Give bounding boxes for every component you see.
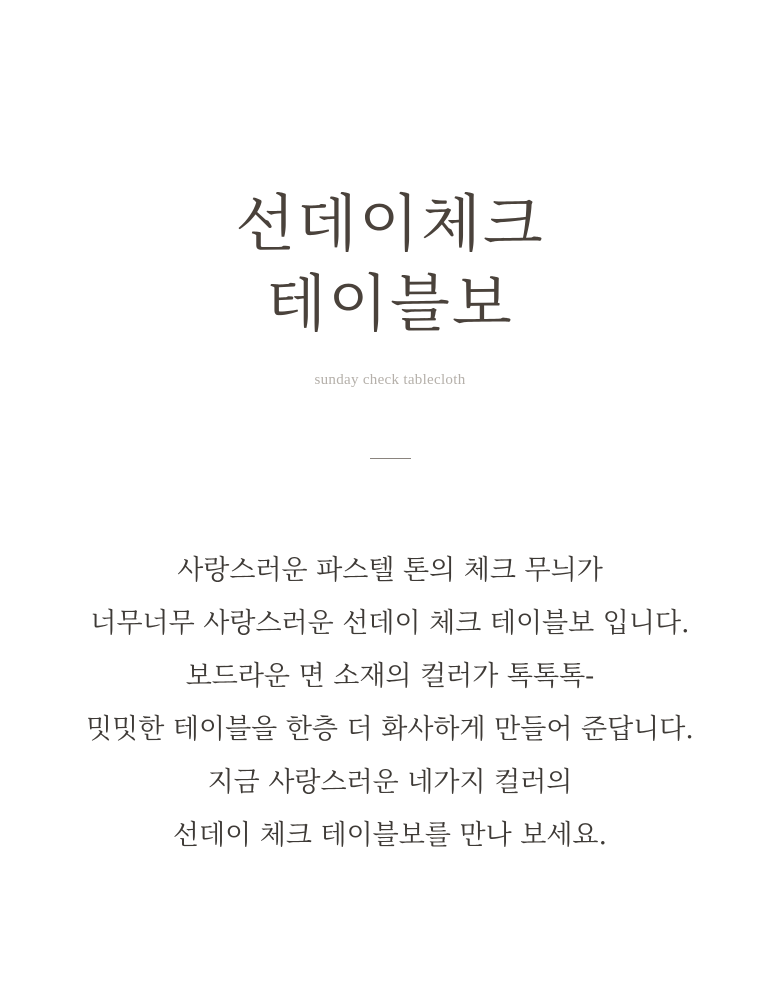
description-line: 밋밋한 테이블을 한층 더 화사하게 만들어 준답니다. (86, 714, 694, 745)
description-line: 사랑스러운 파스텔 톤의 체크 무늬가 (177, 555, 603, 586)
description-line: 지금 사랑스러운 네가지 컬러의 (207, 767, 573, 798)
product-subtitle: sunday check tablecloth (314, 372, 466, 388)
description-line: 보드라운 면 소재의 컬러가 톡톡톡- (185, 661, 595, 692)
description-line: 선데이 체크 테이블보를 만나 보세요. (172, 820, 608, 851)
description-line: 너무너무 사랑스러운 선데이 체크 테이블보 입니다. (90, 608, 690, 639)
divider-line (370, 458, 411, 459)
product-description (0, 544, 780, 862)
product-title-line-2: 테이블보 (266, 267, 514, 340)
product-title-line-1: 선데이체크 (235, 187, 545, 260)
